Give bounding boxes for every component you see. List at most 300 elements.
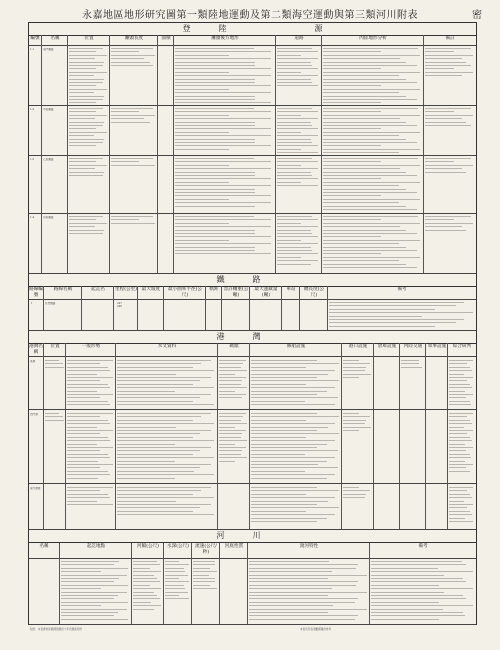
river-col-name: 名稱	[39, 544, 49, 549]
fine-print-line	[323, 62, 406, 63]
fine-print-line	[219, 380, 242, 381]
fine-print-line	[251, 490, 339, 491]
land-vline	[321, 35, 322, 273]
fine-print-line	[111, 165, 155, 166]
fine-print-line	[323, 125, 417, 126]
rail-col-total: 總長度(公尺)	[303, 287, 325, 298]
fine-print-line	[371, 605, 473, 606]
fine-print-line	[323, 89, 420, 90]
fine-print-line	[371, 588, 473, 589]
fine-print-line	[175, 168, 271, 169]
fine-print-line	[219, 384, 241, 385]
fine-print-line	[133, 564, 160, 565]
fine-print-line	[117, 360, 211, 361]
fine-print-line	[323, 189, 406, 190]
fine-print-line	[251, 521, 317, 522]
fine-print-line	[277, 139, 311, 140]
fine-print-line	[111, 161, 139, 162]
fine-print-line	[277, 185, 318, 186]
fine-print-line	[165, 581, 189, 582]
fine-print-line	[67, 420, 108, 421]
fine-print-line	[251, 370, 335, 371]
fine-print-line	[277, 161, 318, 162]
fine-print-line	[323, 236, 381, 237]
fine-print-line	[67, 494, 108, 495]
fine-print-line	[193, 575, 209, 576]
fine-print-line	[425, 68, 454, 69]
fine-print-line	[371, 595, 463, 596]
fine-print-line	[117, 454, 193, 455]
fine-print-line	[45, 416, 63, 417]
fine-print-line	[117, 490, 201, 491]
fine-print-line	[251, 514, 335, 515]
fine-print-line	[449, 454, 470, 455]
fine-print-line	[133, 581, 160, 582]
fine-print-line	[425, 158, 471, 159]
fine-print-line	[449, 401, 470, 402]
fine-print-line	[343, 430, 359, 431]
fine-print-line	[251, 391, 327, 392]
fine-print-line	[67, 387, 110, 388]
fine-print-line	[175, 115, 229, 116]
fine-print-line	[323, 185, 399, 186]
fine-print-line	[175, 48, 254, 49]
fine-print-line	[329, 305, 456, 306]
fine-print-line	[449, 374, 464, 375]
fine-print-line	[45, 420, 64, 421]
fine-print-line	[165, 561, 179, 562]
fine-print-line	[251, 464, 318, 465]
river-vline	[191, 543, 192, 624]
fine-print-line	[323, 118, 400, 119]
fine-print-line	[69, 55, 107, 56]
fine-print-line	[323, 182, 420, 183]
fine-print-line	[67, 478, 98, 479]
fine-print-line	[219, 363, 243, 364]
fine-print-line	[61, 602, 128, 603]
fine-print-line	[111, 216, 153, 217]
fine-print-line	[425, 219, 454, 220]
fine-print-line	[175, 89, 229, 90]
fine-print-line	[277, 68, 318, 69]
fine-print-line	[343, 490, 370, 491]
fine-print-line	[449, 494, 470, 495]
fine-print-line	[277, 122, 311, 123]
fine-print-line	[449, 471, 470, 472]
fine-print-line	[323, 55, 420, 56]
fine-print-line	[67, 444, 97, 445]
fine-print-line	[425, 48, 471, 49]
fine-print-line	[323, 48, 418, 49]
fine-print-line	[175, 178, 271, 179]
rail-section-title: 鐵路	[29, 274, 476, 287]
fine-print-line	[219, 374, 235, 375]
rail-col-load: 最大運載量(噸)	[254, 287, 278, 298]
fine-print-line	[425, 223, 473, 224]
port-vline	[373, 343, 374, 529]
river-section-title: 河川	[29, 530, 476, 543]
fine-print-line	[323, 99, 417, 100]
fine-print-line	[175, 145, 271, 146]
fine-print-line	[175, 219, 271, 220]
land-col-length: 灘頭長度	[124, 36, 144, 41]
fine-print-line	[67, 416, 100, 417]
fine-print-line	[69, 68, 96, 69]
port-vline	[43, 343, 44, 529]
fine-print-line	[61, 581, 114, 582]
fine-print-line	[69, 226, 95, 227]
fine-print-line	[69, 96, 104, 97]
fine-print-line	[277, 55, 301, 56]
land-col-location: 位置	[84, 36, 94, 41]
fine-print-line	[67, 397, 100, 398]
fine-print-line	[67, 454, 108, 455]
fine-print-line	[133, 598, 160, 599]
fine-print-line	[69, 102, 96, 103]
fine-print-line	[323, 152, 399, 153]
fine-print-line	[175, 135, 271, 136]
fine-print-line	[219, 450, 242, 451]
fine-print-line	[117, 363, 201, 364]
fine-print-line	[323, 250, 417, 251]
fine-print-line	[251, 423, 335, 424]
fine-print-line	[425, 172, 466, 173]
fine-print-line	[323, 195, 381, 196]
fine-print-line	[117, 367, 193, 368]
fine-print-line	[323, 135, 399, 136]
fine-print-line	[111, 122, 150, 123]
fine-print-line	[61, 609, 127, 610]
fine-print-line	[175, 206, 255, 207]
rail-col-grade: 最大坡度	[141, 287, 161, 292]
rail-vline	[299, 286, 300, 330]
fine-print-line	[449, 497, 472, 498]
land-vline	[173, 35, 174, 273]
rail-col-curve: 最小曲率半徑(公尺)	[168, 287, 202, 298]
fine-print-line	[277, 65, 312, 66]
fine-print-line	[343, 360, 359, 361]
fine-print-line	[343, 363, 370, 364]
fine-print-line	[69, 118, 95, 119]
fine-print-line	[69, 111, 96, 112]
fine-print-line	[219, 370, 247, 371]
land-row-name: 甲里灘頭	[43, 108, 54, 111]
fine-print-line	[249, 578, 328, 579]
land-header-line	[29, 45, 476, 46]
fine-print-line	[117, 450, 200, 451]
fine-print-line	[69, 51, 96, 52]
fine-print-line	[219, 387, 247, 388]
fine-print-line	[175, 99, 255, 100]
fine-print-line	[175, 96, 255, 97]
fine-print-line	[165, 564, 189, 565]
fine-print-line	[323, 253, 381, 254]
rail-vline	[137, 286, 138, 330]
river-col-bed: 河底性質	[224, 544, 244, 549]
fine-print-line	[277, 243, 318, 244]
fine-print-line	[67, 413, 113, 414]
port-vline	[115, 343, 116, 529]
fine-print-line	[175, 128, 271, 129]
port-section-title: 港灣	[29, 331, 476, 344]
fine-print-line	[175, 250, 255, 251]
fine-print-line	[117, 370, 214, 371]
fine-print-line	[219, 367, 241, 368]
fine-print-line	[67, 367, 108, 368]
fine-print-line	[323, 142, 417, 143]
fine-print-line	[67, 363, 100, 364]
fine-print-line	[449, 467, 466, 468]
fine-print-line	[371, 602, 439, 603]
fine-print-line	[175, 253, 271, 254]
fine-print-line	[175, 199, 229, 200]
rail-row-length: 247 248	[117, 302, 122, 309]
fine-print-line	[111, 108, 153, 109]
fine-print-line	[425, 75, 462, 76]
port-col-facility: 港口設施	[348, 344, 368, 349]
fine-print-line	[61, 578, 119, 579]
fine-print-line	[133, 605, 161, 606]
fine-print-line	[69, 233, 103, 234]
fine-print-line	[277, 85, 318, 86]
fine-print-line	[277, 152, 318, 153]
fine-print-line	[371, 592, 444, 593]
fine-print-line	[323, 260, 399, 261]
fine-print-line	[249, 592, 367, 593]
fine-print-line	[111, 118, 144, 119]
fine-print-line	[329, 309, 435, 310]
fine-print-line	[111, 111, 139, 112]
port-col-location: 位置	[50, 344, 60, 349]
river-col-points: 起訖地點	[86, 544, 106, 549]
fine-print-line	[277, 115, 301, 116]
fine-print-line	[323, 122, 406, 123]
fine-print-line	[69, 48, 103, 49]
fine-print-line	[193, 588, 217, 589]
fine-print-line	[69, 145, 96, 146]
fine-print-line	[323, 165, 420, 166]
fine-print-line	[193, 571, 217, 572]
fine-print-line	[193, 581, 215, 582]
fine-print-line	[165, 588, 185, 589]
fine-print-line	[69, 79, 104, 80]
fine-print-line	[343, 370, 365, 371]
fine-print-line	[69, 158, 103, 159]
fine-print-line	[251, 457, 335, 458]
fine-print-line	[117, 437, 193, 438]
fine-print-line	[449, 521, 473, 522]
fine-print-line	[175, 72, 229, 73]
land-title-right: 源	[314, 24, 323, 33]
fine-print-line	[133, 575, 154, 576]
fine-print-line	[277, 82, 312, 83]
port-vline	[447, 343, 448, 529]
port-col-transport: 內陸交通	[403, 344, 423, 349]
fine-print-line	[249, 605, 333, 606]
fine-print-line	[449, 416, 467, 417]
fine-print-line	[277, 149, 301, 150]
fine-print-line	[449, 511, 470, 512]
fine-print-line	[449, 394, 473, 395]
fine-print-line	[371, 561, 462, 562]
fine-print-line	[249, 568, 356, 569]
fine-print-line	[67, 433, 100, 434]
fine-print-line	[323, 132, 420, 133]
fine-print-line	[323, 96, 406, 97]
fine-print-line	[117, 404, 214, 405]
fine-print-line	[251, 447, 317, 448]
land-row-name: 南門灘頭	[43, 48, 54, 51]
fine-print-line	[277, 132, 301, 133]
port-row-name: 南方澳港	[30, 487, 41, 490]
fine-print-line	[449, 447, 473, 448]
fine-print-line	[67, 423, 110, 424]
fine-print-line	[111, 158, 153, 159]
fine-print-line	[175, 158, 254, 159]
fine-print-line	[323, 257, 420, 258]
fine-print-line	[175, 55, 229, 56]
fine-print-line	[251, 504, 317, 505]
fine-print-line	[449, 518, 465, 519]
fine-print-line	[133, 585, 150, 586]
fine-print-line	[277, 48, 312, 49]
fine-print-line	[111, 55, 155, 56]
port-vline	[65, 343, 66, 529]
land-row-id: 1-1	[30, 48, 35, 51]
port-col-military: 軍事設施	[427, 344, 447, 349]
fine-print-line	[277, 145, 318, 146]
fine-print-line	[111, 48, 153, 49]
fine-print-line	[61, 571, 101, 572]
fine-print-line	[323, 102, 381, 103]
port-header-line	[29, 356, 476, 357]
fine-print-line	[175, 202, 271, 203]
land-vline	[157, 35, 158, 273]
fine-print-line	[371, 619, 439, 620]
fine-print-line	[249, 575, 367, 576]
fine-print-line	[251, 374, 328, 375]
fine-print-line	[69, 216, 103, 217]
fine-print-line	[277, 142, 312, 143]
fine-print-line	[425, 216, 471, 217]
fine-print-line	[61, 568, 128, 569]
fine-print-line	[425, 122, 466, 123]
fine-print-line	[449, 397, 466, 398]
fine-print-line	[61, 595, 118, 596]
fine-print-line	[343, 427, 371, 428]
fine-print-line	[449, 461, 465, 462]
fine-print-line	[193, 585, 210, 586]
fine-print-line	[69, 139, 104, 140]
fine-print-line	[69, 142, 103, 143]
fine-print-line	[277, 223, 301, 224]
fine-print-line	[67, 501, 97, 502]
fine-print-line	[425, 125, 471, 126]
fine-print-line	[117, 387, 214, 388]
fine-print-line	[117, 420, 193, 421]
fine-print-line	[67, 374, 97, 375]
fine-print-line	[165, 568, 184, 569]
fine-print-line	[277, 51, 318, 52]
fine-print-line	[69, 85, 96, 86]
fine-print-line	[449, 487, 473, 488]
fine-print-line	[219, 394, 246, 395]
fine-print-line	[251, 440, 335, 441]
fine-print-line	[249, 595, 328, 596]
fine-print-line	[371, 571, 473, 572]
fine-print-line	[425, 65, 471, 66]
rail-col-ends: 起訖名	[91, 287, 105, 292]
port-vline	[399, 343, 400, 529]
fine-print-line	[251, 413, 317, 414]
fine-print-line	[69, 89, 107, 90]
fine-print-line	[323, 85, 381, 86]
fine-print-line	[251, 427, 328, 428]
fine-print-line	[343, 423, 365, 424]
fine-print-line	[425, 226, 462, 227]
fine-print-line	[449, 377, 473, 378]
fine-print-line	[323, 58, 400, 59]
fine-print-line	[67, 391, 97, 392]
river-col-width: 河幅(公尺)	[137, 544, 159, 549]
fine-print-line	[425, 118, 462, 119]
fine-print-line	[251, 377, 317, 378]
fine-print-line	[449, 360, 473, 361]
fine-print-line	[425, 165, 473, 166]
fine-print-line	[343, 416, 370, 417]
fine-print-line	[175, 233, 255, 234]
land-col-remark: 備註	[445, 36, 455, 41]
fine-print-line	[175, 118, 271, 119]
footer-note-left: 附記：本表資料係根據民國四十年代調查所得	[30, 628, 82, 631]
fine-print-line	[69, 65, 103, 66]
land-row-line	[29, 213, 476, 214]
fine-print-line	[117, 511, 193, 512]
port-row-name: 東港	[30, 360, 36, 363]
rail-vline	[163, 286, 164, 330]
fine-print-line	[67, 437, 108, 438]
fine-print-line	[343, 494, 366, 495]
fine-print-line	[449, 444, 465, 445]
fine-print-line	[69, 165, 107, 166]
fine-print-line	[425, 55, 473, 56]
fine-print-line	[45, 363, 63, 364]
fine-print-line	[425, 62, 466, 63]
fine-print-line	[343, 367, 366, 368]
fine-print-line	[111, 62, 150, 63]
fine-print-line	[175, 82, 255, 83]
rail-row-name: 甘蔗鐵路	[45, 302, 56, 305]
fine-print-line	[219, 423, 247, 424]
land-row-id: 1-2	[30, 108, 35, 111]
fine-print-line	[277, 178, 318, 179]
fine-print-line	[323, 149, 420, 150]
fine-print-line	[117, 427, 176, 428]
fine-print-line	[219, 457, 247, 458]
footer-note-right: 本表所列各項數據僅供參考	[300, 628, 332, 631]
rail-col-name: 路線名稱	[53, 287, 73, 292]
fine-print-line	[277, 260, 318, 261]
rail-vline	[113, 286, 114, 330]
fine-print-line	[175, 182, 229, 183]
fine-print-line	[371, 585, 439, 586]
fine-print-line	[323, 219, 381, 220]
rail-col-station: 車站	[286, 287, 296, 292]
fine-print-line	[175, 185, 271, 186]
fine-print-line	[61, 585, 128, 586]
fine-print-line	[69, 128, 96, 129]
fine-print-line	[175, 102, 271, 103]
